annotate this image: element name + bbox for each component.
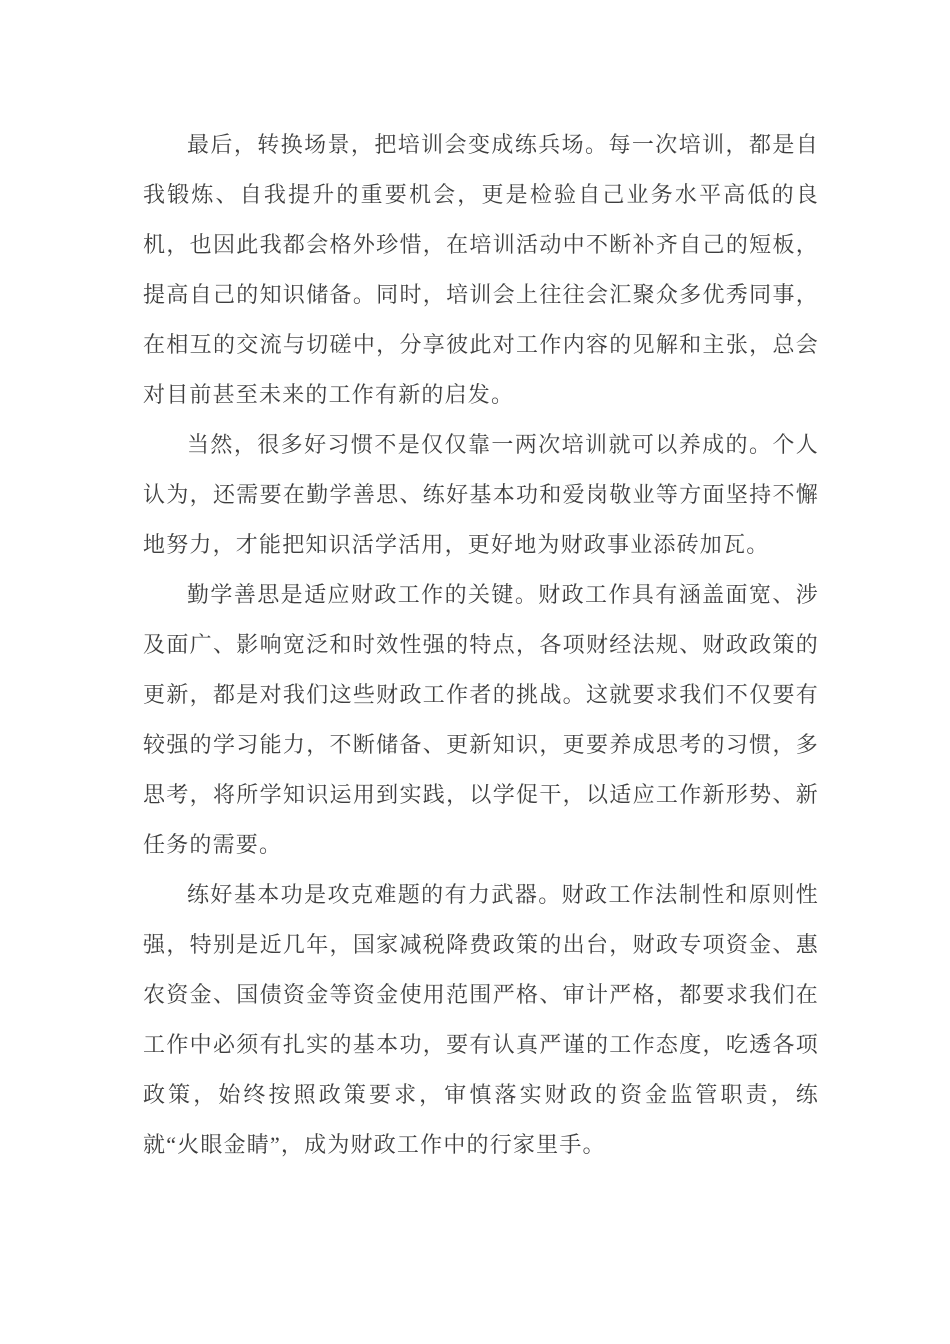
paragraph: 最后，转换场景，把培训会变成练兵场。每一次培训，都是自我锻炼、自我提升的重要机会，更是检验自己业务水平高低的良机，也因此我都会格外珍惜，在培训活动中不断补齐自己的短板，提高自己的知识储备。同时，培训会上往往会汇聚众多优秀同事，在相互的交流与切磋中，分享彼此对工作内容的见解和主张，总会对目前甚至未来的工作有新的启发。 (143, 132, 819, 407)
paragraph: 当然，很多好习惯不是仅仅靠一两次培训就可以养成的。个人认为，还需要在勤学善思、练好基本功和爱岗敬业等方面坚持不懈地努力，才能把知识活学活用，更好地为财政事业添砖加瓦。 (143, 432, 819, 557)
paragraph: 练好基本功是攻克难题的有力武器。财政工作法制性和原则性强，特别是近几年，国家减税降费政策的出台，财政专项资金、惠农资金、国债资金等资金使用范围严格、审计严格，都要求我们在工作中必须有扎实的基本功，要有认真严谨的工作态度，吃透各项政策，始终按照政策要求，审慎落实财政的资金监管职责，练就“火眼金睛”，成为财政工作中的行家里手。 (143, 882, 819, 1157)
paragraph: 勤学善思是适应财政工作的关键。财政工作具有涵盖面宽、涉及面广、影响宽泛和时效性强的特点，各项财经法规、财政政策的更新，都是对我们这些财政工作者的挑战。这就要求我们不仅要有较强的学习能力，不断储备、更新知识，更要养成思考的习惯，多思考，将所学知识运用到实践，以学促干，以适应工作新形势、新任务的需要。 (143, 582, 819, 857)
document-content (143, 120, 819, 1170)
